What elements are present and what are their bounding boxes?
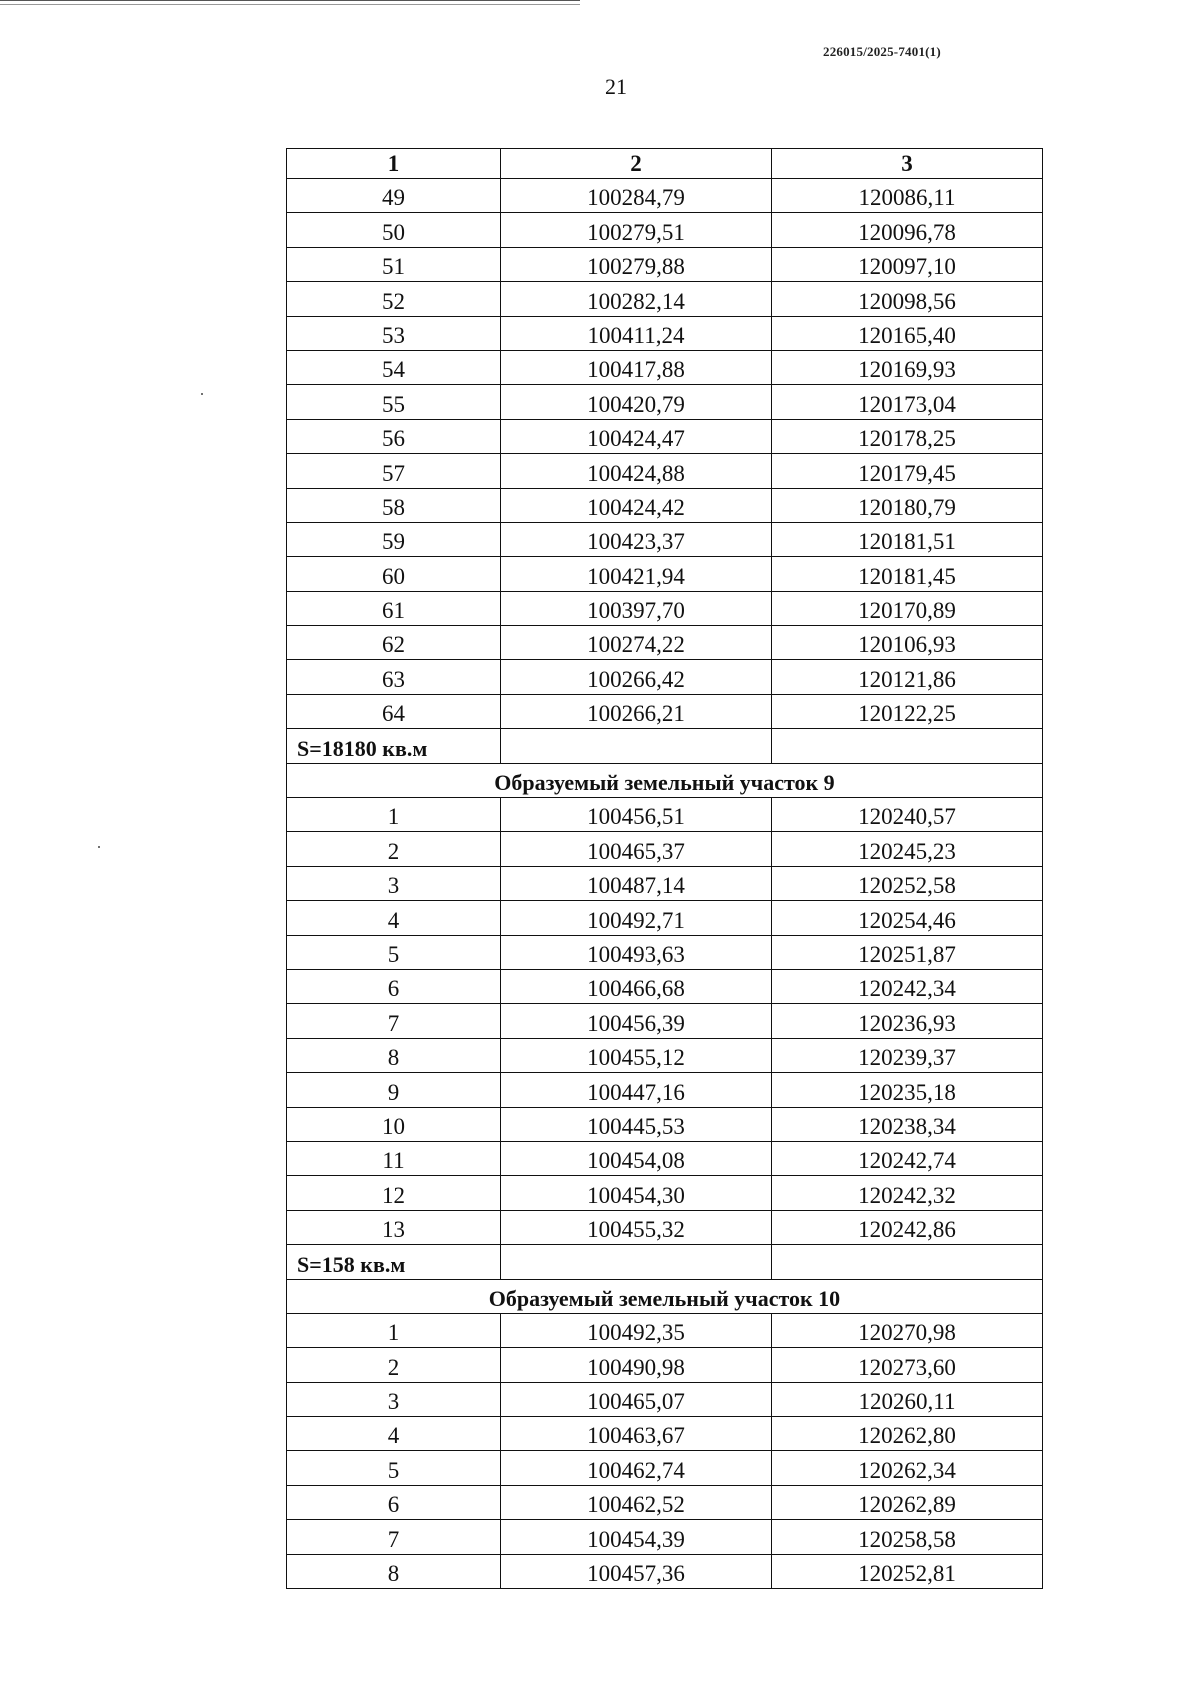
point-number-cell: 61: [287, 591, 501, 625]
table-row: [287, 350, 1043, 384]
area-row: [287, 1245, 1043, 1279]
table-row: [287, 1520, 1043, 1554]
x-coordinate-cell: 100462,74: [501, 1451, 772, 1485]
x-coordinate-cell: 100463,67: [501, 1417, 772, 1451]
column-header: 2: [501, 149, 772, 179]
x-coordinate-cell: 100454,08: [501, 1141, 772, 1175]
table-row: [287, 798, 1043, 832]
table-row: [287, 935, 1043, 969]
point-number-cell: 13: [287, 1210, 501, 1244]
table-row: [287, 969, 1043, 1003]
y-coordinate-cell: 120235,18: [772, 1073, 1043, 1107]
table-row: [287, 522, 1043, 556]
y-coordinate-cell: 120122,25: [772, 694, 1043, 728]
x-coordinate-cell: 100424,47: [501, 419, 772, 453]
table-row: [287, 316, 1043, 350]
x-coordinate-cell: 100457,36: [501, 1554, 772, 1588]
table-row: [287, 660, 1043, 694]
point-number-cell: 60: [287, 557, 501, 591]
column-header: 1: [287, 149, 501, 179]
x-coordinate-cell: 100447,16: [501, 1073, 772, 1107]
table-row: [287, 1554, 1043, 1588]
x-coordinate-cell: 100424,88: [501, 454, 772, 488]
table-row: [287, 1004, 1043, 1038]
area-row: [287, 729, 1043, 763]
x-coordinate-cell: 100282,14: [501, 282, 772, 316]
table-row: [287, 694, 1043, 728]
y-coordinate-cell: 120262,80: [772, 1417, 1043, 1451]
point-number-cell: 58: [287, 488, 501, 522]
x-coordinate-cell: 100455,32: [501, 1210, 772, 1244]
table-row: [287, 385, 1043, 419]
y-coordinate-cell: 120181,51: [772, 522, 1043, 556]
empty-cell: [501, 1245, 772, 1279]
y-coordinate-cell: 120245,23: [772, 832, 1043, 866]
y-coordinate-cell: 120242,86: [772, 1210, 1043, 1244]
y-coordinate-cell: 120086,11: [772, 179, 1043, 213]
table-row: [287, 866, 1043, 900]
point-number-cell: 63: [287, 660, 501, 694]
x-coordinate-cell: 100465,07: [501, 1382, 772, 1416]
point-number-cell: 1: [287, 798, 501, 832]
point-number-cell: 64: [287, 694, 501, 728]
point-number-cell: 10: [287, 1107, 501, 1141]
table-row: [287, 179, 1043, 213]
point-number-cell: 50: [287, 213, 501, 247]
x-coordinate-cell: 100421,94: [501, 557, 772, 591]
coordinates-table-body: [287, 149, 1043, 1589]
x-coordinate-cell: 100454,30: [501, 1176, 772, 1210]
y-coordinate-cell: 120106,93: [772, 626, 1043, 660]
area-label: S=158 кв.м: [287, 1245, 501, 1279]
table-row: [287, 1485, 1043, 1519]
point-number-cell: 56: [287, 419, 501, 453]
y-coordinate-cell: 120270,98: [772, 1313, 1043, 1347]
point-number-cell: 12: [287, 1176, 501, 1210]
section-heading: Образуемый земельный участок 9: [287, 763, 1043, 797]
y-coordinate-cell: 120121,86: [772, 660, 1043, 694]
x-coordinate-cell: 100397,70: [501, 591, 772, 625]
point-number-cell: 8: [287, 1554, 501, 1588]
area-label: S=18180 кв.м: [287, 729, 501, 763]
y-coordinate-cell: 120170,89: [772, 591, 1043, 625]
point-number-cell: 7: [287, 1520, 501, 1554]
table-row: [287, 1313, 1043, 1347]
point-number-cell: 9: [287, 1073, 501, 1107]
table-row: [287, 591, 1043, 625]
point-number-cell: 5: [287, 1451, 501, 1485]
table-row: [287, 488, 1043, 522]
table-row: [287, 1038, 1043, 1072]
y-coordinate-cell: 120258,58: [772, 1520, 1043, 1554]
point-number-cell: 55: [287, 385, 501, 419]
coordinates-table: [286, 148, 1043, 1589]
point-number-cell: 4: [287, 901, 501, 935]
point-number-cell: 7: [287, 1004, 501, 1038]
empty-cell: [501, 729, 772, 763]
table-row: [287, 213, 1043, 247]
table-row: [287, 1451, 1043, 1485]
point-number-cell: 62: [287, 626, 501, 660]
point-number-cell: 3: [287, 866, 501, 900]
section-heading: Образуемый земельный участок 10: [287, 1279, 1043, 1313]
x-coordinate-cell: 100456,39: [501, 1004, 772, 1038]
x-coordinate-cell: 100266,21: [501, 694, 772, 728]
x-coordinate-cell: 100411,24: [501, 316, 772, 350]
x-coordinate-cell: 100493,63: [501, 935, 772, 969]
x-coordinate-cell: 100487,14: [501, 866, 772, 900]
x-coordinate-cell: 100420,79: [501, 385, 772, 419]
x-coordinate-cell: 100274,22: [501, 626, 772, 660]
y-coordinate-cell: 120262,89: [772, 1485, 1043, 1519]
page-number: 21: [605, 74, 627, 99]
point-number-cell: 2: [287, 832, 501, 866]
y-coordinate-cell: 120251,87: [772, 935, 1043, 969]
point-number-cell: 1: [287, 1313, 501, 1347]
section-heading-row: [287, 763, 1043, 797]
scan-border-line: [0, 0, 580, 5]
table-header-row: [287, 149, 1043, 179]
x-coordinate-cell: 100279,88: [501, 247, 772, 281]
point-number-cell: 57: [287, 454, 501, 488]
y-coordinate-cell: 120260,11: [772, 1382, 1043, 1416]
point-number-cell: 5: [287, 935, 501, 969]
y-coordinate-cell: 120242,74: [772, 1141, 1043, 1175]
y-coordinate-cell: 120273,60: [772, 1348, 1043, 1382]
point-number-cell: 54: [287, 350, 501, 384]
point-number-cell: 49: [287, 179, 501, 213]
scan-speck: [98, 846, 100, 848]
table-row: [287, 1348, 1043, 1382]
table-row: [287, 282, 1043, 316]
x-coordinate-cell: 100284,79: [501, 179, 772, 213]
point-number-cell: 52: [287, 282, 501, 316]
table-row: [287, 1141, 1043, 1175]
table-row: [287, 1073, 1043, 1107]
y-coordinate-cell: 120236,93: [772, 1004, 1043, 1038]
y-coordinate-cell: 120254,46: [772, 901, 1043, 935]
x-coordinate-cell: 100266,42: [501, 660, 772, 694]
scan-speck: [201, 393, 203, 395]
x-coordinate-cell: 100279,51: [501, 213, 772, 247]
y-coordinate-cell: 120097,10: [772, 247, 1043, 281]
x-coordinate-cell: 100445,53: [501, 1107, 772, 1141]
table-row: [287, 1107, 1043, 1141]
table-row: [287, 557, 1043, 591]
y-coordinate-cell: 120240,57: [772, 798, 1043, 832]
y-coordinate-cell: 120252,58: [772, 866, 1043, 900]
point-number-cell: 8: [287, 1038, 501, 1072]
point-number-cell: 53: [287, 316, 501, 350]
x-coordinate-cell: 100423,37: [501, 522, 772, 556]
x-coordinate-cell: 100462,52: [501, 1485, 772, 1519]
empty-cell: [772, 729, 1043, 763]
y-coordinate-cell: 120242,34: [772, 969, 1043, 1003]
point-number-cell: 6: [287, 1485, 501, 1519]
y-coordinate-cell: 120180,79: [772, 488, 1043, 522]
x-coordinate-cell: 100492,35: [501, 1313, 772, 1347]
point-number-cell: 51: [287, 247, 501, 281]
x-coordinate-cell: 100466,68: [501, 969, 772, 1003]
table-row: [287, 1176, 1043, 1210]
x-coordinate-cell: 100492,71: [501, 901, 772, 935]
column-header: 3: [772, 149, 1043, 179]
table-row: [287, 832, 1043, 866]
y-coordinate-cell: 120181,45: [772, 557, 1043, 591]
point-number-cell: 59: [287, 522, 501, 556]
y-coordinate-cell: 120098,56: [772, 282, 1043, 316]
y-coordinate-cell: 120252,81: [772, 1554, 1043, 1588]
y-coordinate-cell: 120173,04: [772, 385, 1043, 419]
y-coordinate-cell: 120242,32: [772, 1176, 1043, 1210]
table-row: [287, 1210, 1043, 1244]
y-coordinate-cell: 120239,37: [772, 1038, 1043, 1072]
y-coordinate-cell: 120179,45: [772, 454, 1043, 488]
table-row: [287, 1382, 1043, 1416]
y-coordinate-cell: 120165,40: [772, 316, 1043, 350]
document-number: 226015/2025-7401(1): [823, 44, 941, 59]
x-coordinate-cell: 100454,39: [501, 1520, 772, 1554]
x-coordinate-cell: 100417,88: [501, 350, 772, 384]
y-coordinate-cell: 120262,34: [772, 1451, 1043, 1485]
table-row: [287, 419, 1043, 453]
table-row: [287, 247, 1043, 281]
x-coordinate-cell: 100456,51: [501, 798, 772, 832]
x-coordinate-cell: 100490,98: [501, 1348, 772, 1382]
x-coordinate-cell: 100424,42: [501, 488, 772, 522]
table-row: [287, 626, 1043, 660]
x-coordinate-cell: 100465,37: [501, 832, 772, 866]
table-row: [287, 454, 1043, 488]
empty-cell: [772, 1245, 1043, 1279]
y-coordinate-cell: 120096,78: [772, 213, 1043, 247]
point-number-cell: 11: [287, 1141, 501, 1175]
x-coordinate-cell: 100455,12: [501, 1038, 772, 1072]
point-number-cell: 3: [287, 1382, 501, 1416]
y-coordinate-cell: 120178,25: [772, 419, 1043, 453]
point-number-cell: 6: [287, 969, 501, 1003]
table-row: [287, 901, 1043, 935]
point-number-cell: 2: [287, 1348, 501, 1382]
y-coordinate-cell: 120169,93: [772, 350, 1043, 384]
table-row: [287, 1417, 1043, 1451]
y-coordinate-cell: 120238,34: [772, 1107, 1043, 1141]
point-number-cell: 4: [287, 1417, 501, 1451]
section-heading-row: [287, 1279, 1043, 1313]
